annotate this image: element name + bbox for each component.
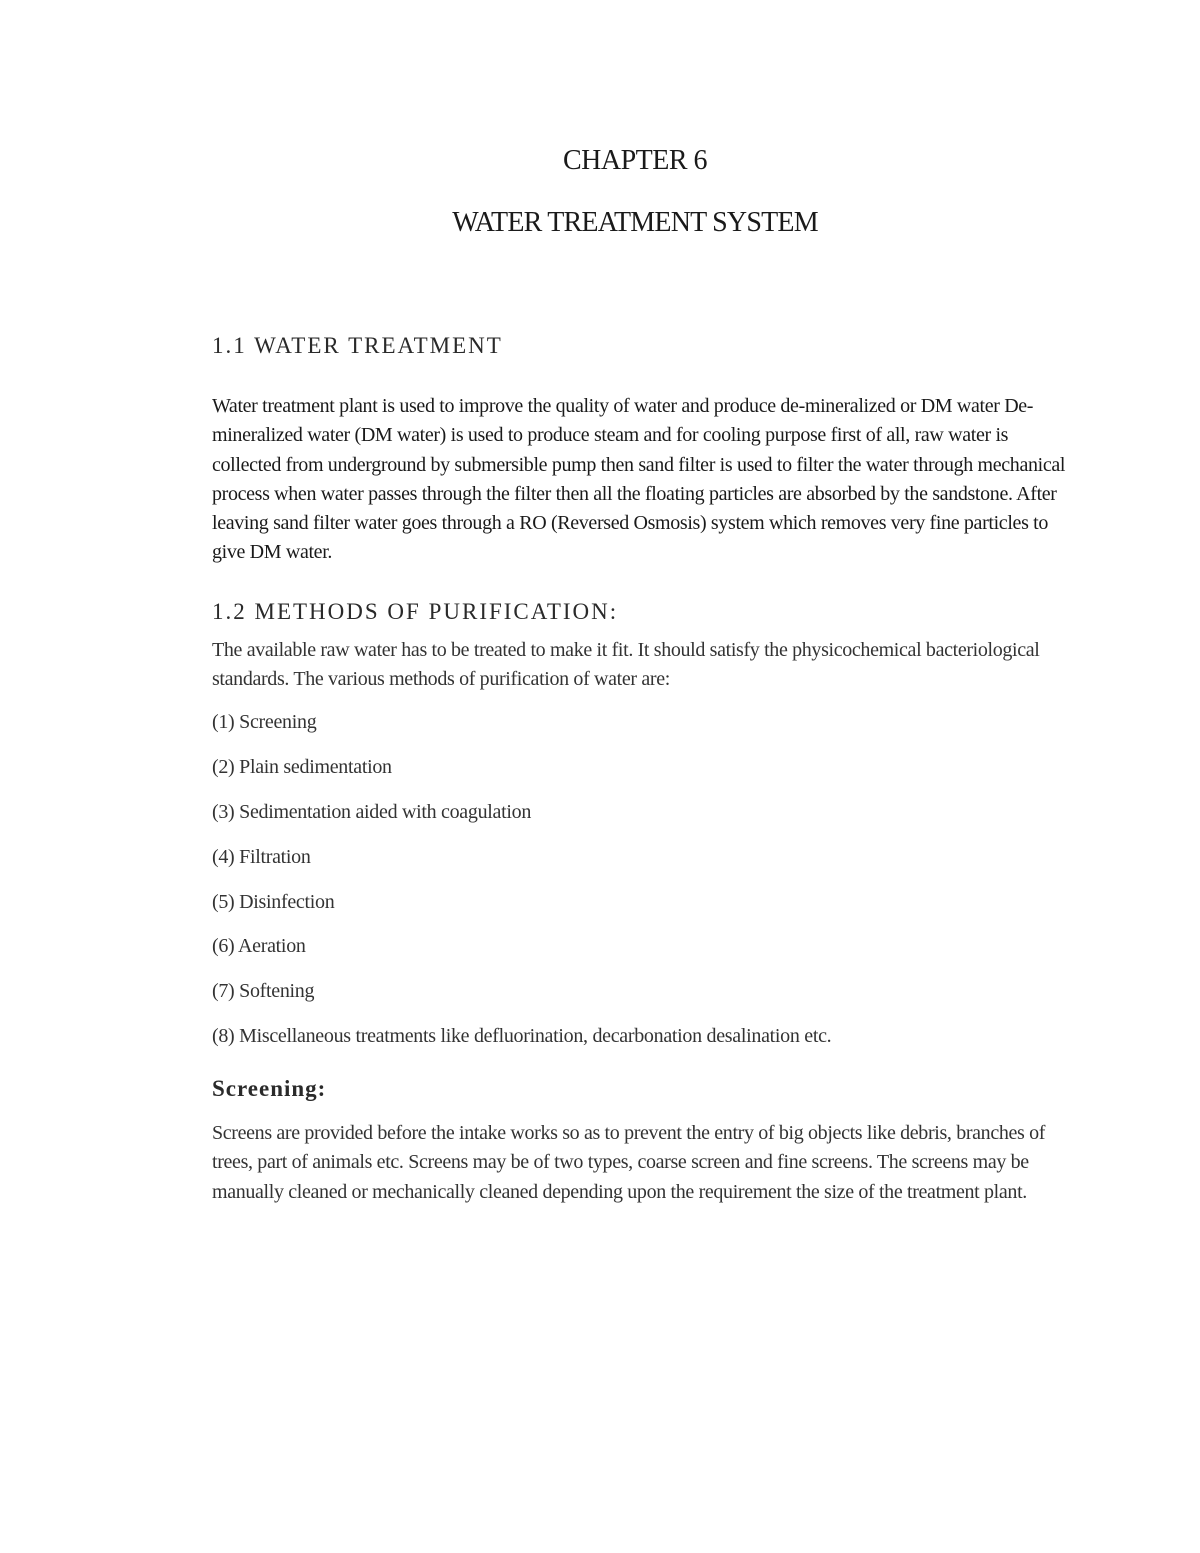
section-body-methods-of-purification: The available raw water has to be treated to make it fit. It should satisfy the physicochemical bacteriological standards. The various methods of purification of water are: bbox=[212, 638, 1040, 691]
document-body bbox=[212, 330, 1072, 1207]
list-item: (6) Aeration bbox=[212, 935, 306, 958]
chapter-title: CHAPTER 6 bbox=[562, 145, 708, 176]
chapter-subtitle: WATER TREATMENT SYSTEM bbox=[452, 207, 818, 238]
list-item: (4) Filtration bbox=[212, 845, 311, 868]
list-item: (2) Plain sedimentation bbox=[212, 756, 392, 779]
list-item: (1) Screening bbox=[212, 711, 317, 734]
section-heading-water-treatment: 1.1 WATER TREATMENT bbox=[212, 333, 503, 358]
purification-methods-list bbox=[212, 708, 1072, 1051]
section-body-water-treatment: Water treatment plant is used to improve the quality of water and produce de-mineralized or DM water De-mineralized water (DM water) is used to produce steam and for cooling purpose first of all, raw water is collected from underground by submersible pump then sand filter is used to filter the water through mechanical process when water passes through the filter then all the floating particles are absorbed by the sandstone. After leaving sand filter water goes through a RO (Reversed Osmosis) system which removes very fine particles to give DM water. bbox=[212, 395, 1066, 564]
list-item: (5) Disinfection bbox=[212, 890, 335, 913]
section-heading-methods-of-purification: 1.2 METHODS OF PURIFICATION: bbox=[212, 598, 619, 624]
section-heading-screening: Screening: bbox=[212, 1075, 327, 1101]
list-item: (8) Miscellaneous treatments like defluorination, decarbonation desalination etc. bbox=[212, 1024, 832, 1047]
list-item: (7) Softening bbox=[212, 980, 315, 1003]
section-body-screening: Screens are provided before the intake works so as to prevent the entry of big objects like debris, branches of trees, part of animals etc. Screens may be of two types, coarse screen and fine screens. The screens may be manually cleaned or mechanically cleaned depending upon the requirement the size of the treatment plant. bbox=[212, 1121, 1046, 1203]
list-item: (3) Sedimentation aided with coagulation bbox=[212, 800, 532, 823]
